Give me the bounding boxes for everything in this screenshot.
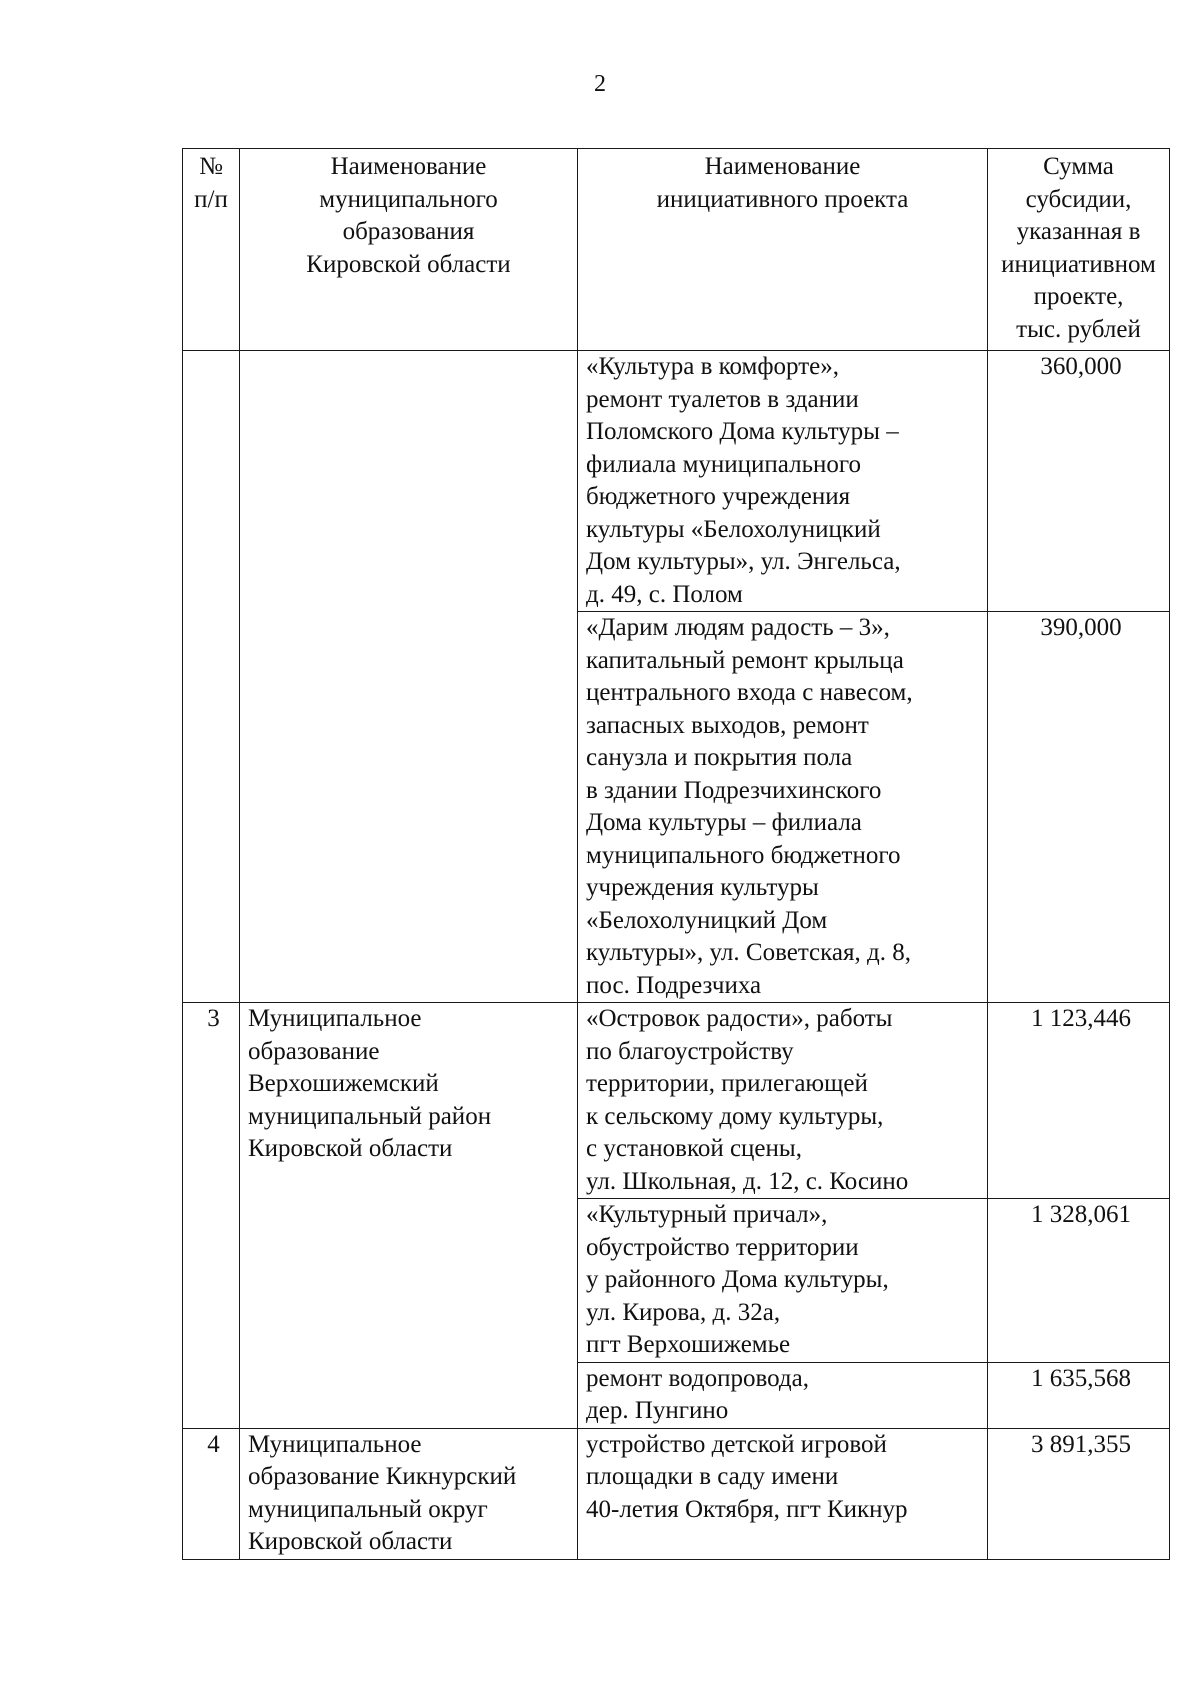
project-cell: ремонт водопровода, дер. Пунгино <box>578 1362 988 1428</box>
row-number: 3 <box>183 1003 240 1429</box>
table-header-row <box>183 149 1170 351</box>
project-cell: устройство детской игровой площадки в саду имени 40-летия Октября, пгт Кикнур <box>578 1428 988 1559</box>
amount-cell: 3 891,355 <box>988 1428 1170 1559</box>
header-amount: Сумма субсидии, указанная в инициативном проекте, тыс. рублей <box>988 149 1170 351</box>
municipality-cell: Муниципальное образование Кикнурский муниципальный округ Кировской области <box>240 1428 578 1559</box>
amount-cell: 1 328,061 <box>988 1199 1170 1363</box>
header-project: Наименование инициативного проекта <box>578 149 988 351</box>
row-number <box>183 351 240 1003</box>
header-num: № п/п <box>183 149 240 351</box>
header-municipality: Наименование муниципального образования Кировской области <box>240 149 578 351</box>
amount-cell: 360,000 <box>988 351 1170 612</box>
amount-cell: 390,000 <box>988 612 1170 1003</box>
table-row <box>183 1428 1170 1559</box>
amount-cell: 1 123,446 <box>988 1003 1170 1199</box>
page-number: 2 <box>594 71 606 97</box>
row-number: 4 <box>183 1428 240 1559</box>
project-cell: «Культурный причал», обустройство территории у районного Дома культуры, ул. Кирова, д. 32а, пгт Верхошижемье <box>578 1199 988 1363</box>
subsidy-table <box>182 148 1170 1560</box>
table-row <box>183 1003 1170 1199</box>
municipality-cell: Муниципальное образование Верхошижемский муниципальный район Кировской области <box>240 1003 578 1429</box>
project-cell: «Культура в комфорте», ремонт туалетов в здании Поломского Дома культуры – филиала муниципального бюджетного учреждения культуры «Белохолуницкий Дом культуры», ул. Энгельса, д. 49, с. Полом <box>578 351 988 612</box>
amount-cell: 1 635,568 <box>988 1362 1170 1428</box>
municipality-cell <box>240 351 578 1003</box>
project-cell: «Островок радости», работы по благоустройству территории, прилегающей к сельскому дому культуры, с установкой сцены, ул. Школьная, д. 12, с. Косино <box>578 1003 988 1199</box>
project-cell: «Дарим людям радость – 3», капитальный ремонт крыльца центрального входа с навесом, запасных выходов, ремонт санузла и покрытия пола в здании Подрезчихинского Дома культуры – филиала муниципального бюджетного учреждения культуры «Белохолуницкий Дом культуры», ул. Советская, д. 8, пос. Подрезчиха <box>578 612 988 1003</box>
table-row <box>183 351 1170 612</box>
